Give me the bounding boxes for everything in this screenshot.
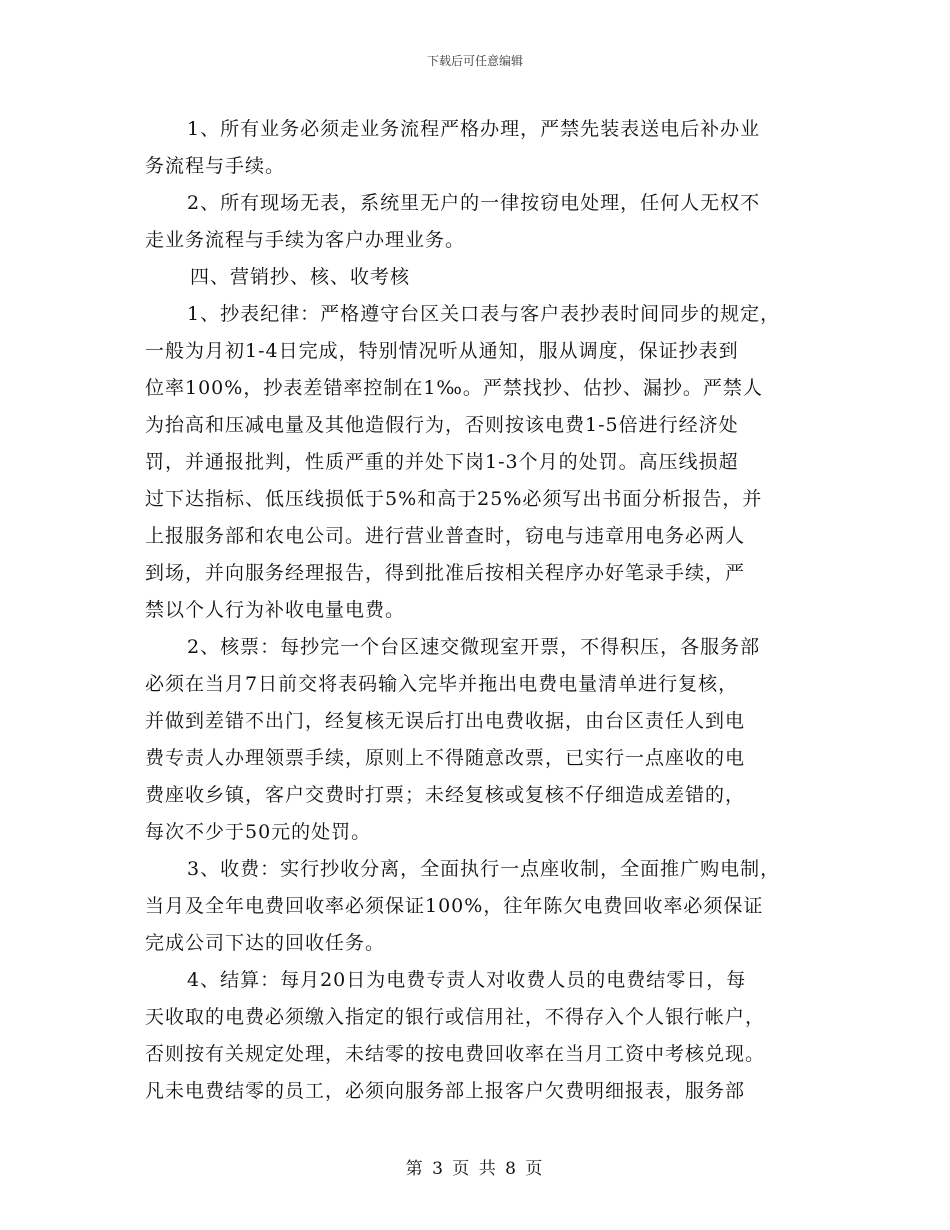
text-line: 天收取的电费必须缴入指定的银行或信用社，不得存入个人银行帐户， [145,1006,766,1028]
text-line: 走业务流程与手续为客户办理业务。 [145,229,466,251]
text-line: 费座收乡镇，客户交费时打票；未经复核或复核不仔细造成差错的， [145,784,746,806]
text-line: 完成公司下达的回收任务。 [145,932,386,954]
text-line: 上报服务部和农电公司。进行营业普查时，窃电与违章用电务必两人 [145,525,746,547]
text-line: 过下达指标、低压线损低于5%和高于25%必须写出书面分析报告，并 [145,488,763,510]
text-line: 必须在当月7日前交将表码输入完毕并拖出电费电量清单进行复核， [145,673,739,695]
text-line: 费专责人办理领票手续，原则上不得随意改票，已实行一点座收的电 [145,747,746,769]
page-number-footer: 第 3 页 共 8 页 [405,1159,545,1179]
text-line: 一般为月初1-4日完成，特别情况听从通知，服从调度，保证抄表到 [145,340,739,362]
text-line: 否则按有关规定处理，未结零的按电费回收率在当月工资中考核兑现。 [145,1043,766,1065]
section-heading: 四、营销抄、核、收考核 [190,266,411,288]
text-line: 1、所有业务必须走业务流程严格办理，严禁先装表送电后补办业 [187,118,761,140]
text-line: 3、收费：实行抄收分离，全面执行一点座收制，全面推广购电制， [187,858,781,880]
text-line: 凡未电费结零的员工，必须向服务部上报客户欠费明细报表，服务部 [145,1080,746,1102]
text-line: 2、核票：每抄完一个台区速交微现室开票，不得积压，各服务部 [187,636,761,658]
text-line: 4、结算：每月20日为电费专责人对收费人员的电费结零日，每 [187,969,747,991]
text-line: 并做到差错不出门，经复核无误后打出电费收据，由台区责任人到电 [145,710,746,732]
text-line: 为抬高和压减电量及其他造假行为，否则按该电费1-5倍进行经济处 [145,414,739,436]
text-line: 到场，并向服务经理报告，得到批准后按相关程序办好笔录手续，严 [145,562,746,584]
text-line: 务流程与手续。 [145,155,286,177]
text-line: 当月及全年电费回收率必须保证100%，往年陈欠电费回收率必须保证 [145,895,764,917]
text-line: 罚，并通报批判，性质严重的并处下岗1-3个月的处罚。高压线损超 [145,451,739,473]
text-line: 每次不少于50元的处罚。 [145,821,372,843]
text-line: 2、所有现场无表，系统里无户的一律按窃电处理，任何人无权不 [187,192,761,214]
page-header: 下载后可任意编辑 [426,54,523,68]
text-line: 禁以个人行为补收电量电费。 [145,599,406,621]
text-line: 位率100%，抄表差错率控制在1‰。严禁找抄、估抄、漏抄。严禁人 [145,377,763,399]
text-line: 1、抄表纪律：严格遵守台区关口表与客户表抄表时间同步的规定， [187,303,781,325]
